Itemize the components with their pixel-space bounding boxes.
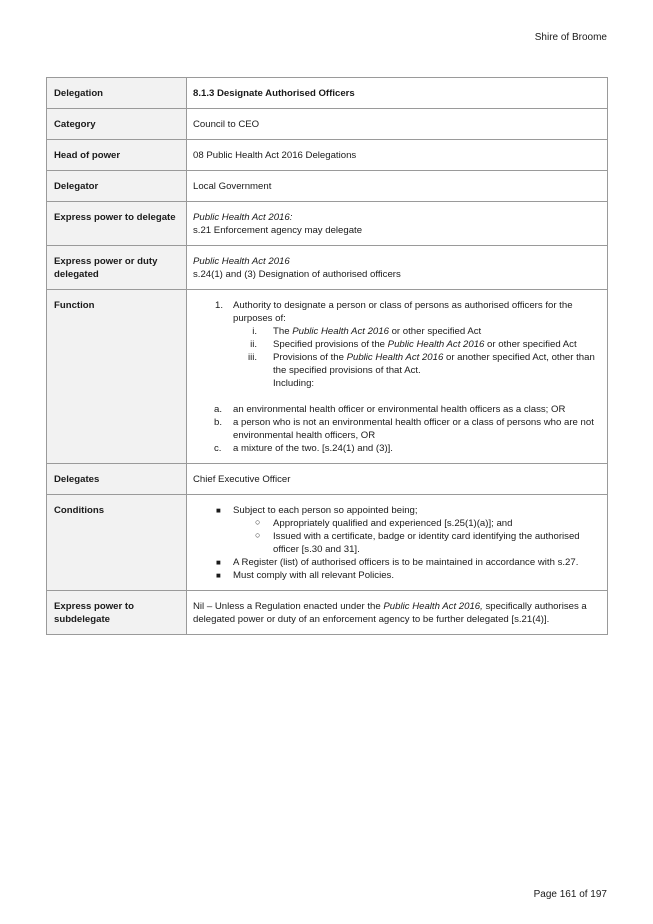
row-function (47, 290, 608, 464)
text-post: specifically authorises a delegated power or duty of an enforcement agency to be further delegated [s.21(4)]. (193, 601, 587, 625)
list-text: a mixture of the two. [s.24(1) and (3)]. (233, 443, 393, 454)
text-pre: Nil – Unless a Regulation enacted under the (193, 601, 384, 612)
function-alpha-item (193, 416, 601, 442)
list-text-post: or another specified Act, other than the specified provisions of that Act. (273, 352, 595, 376)
list-text: a person who is not an environmental health officer or a class of persons who are not environmental health officers, OR (233, 417, 594, 441)
value-delegation: 8.1.3 Designate Authorised Officers (187, 78, 608, 109)
value-express-power-to-delegate (187, 202, 608, 246)
label-delegation: Delegation (47, 78, 187, 109)
page-number: Page 161 of 197 (533, 889, 607, 900)
circle-bullet-icon: ○ (255, 530, 261, 540)
list-text-act: Public Health Act 2016 (346, 352, 444, 363)
row-express-power-or-duty-delegated (47, 246, 608, 290)
header-organisation: Shire of Broome (534, 32, 607, 43)
label-conditions: Conditions (47, 495, 187, 591)
act-name: Public Health Act 2016: (193, 212, 293, 223)
list-number: 1. (215, 300, 224, 311)
function-alpha-item (193, 403, 601, 416)
delegation-table (46, 77, 608, 635)
value-head-of-power: 08 Public Health Act 2016 Delegations (187, 140, 608, 171)
list-letter: c. (214, 443, 222, 454)
condition-bullet (193, 556, 601, 569)
row-delegation (47, 78, 608, 109)
function-alpha-item (193, 442, 601, 455)
list-text: an environmental health officer or environmental health officers as a class; OR (233, 404, 566, 415)
bullet-text: Subject to each person so appointed being; (233, 505, 418, 516)
condition-bullet (193, 569, 601, 582)
label-express-power-to-delegate: Express power to delegate (47, 202, 187, 246)
including-label: Including: (273, 378, 315, 389)
condition-subbullet (193, 530, 601, 556)
list-text-post: or other specified Act (484, 339, 577, 350)
row-delegates (47, 464, 608, 495)
list-text-post: or other specified Act (388, 326, 482, 337)
value-delegator: Local Government (187, 171, 608, 202)
label-head-of-power: Head of power (47, 140, 187, 171)
row-category (47, 109, 608, 140)
list-number: iii. (247, 352, 257, 363)
list-text-act: Public Health Act 2016 (387, 339, 485, 350)
row-head-of-power (47, 140, 608, 171)
list-text: Authority to designate a person or class of persons as authorised officers for the purposes of: (233, 300, 573, 324)
row-express-power-to-subdelegate (47, 591, 608, 635)
list-letter: b. (214, 417, 223, 428)
bullet-text: A Register (list) of authorised officers is to be maintained in accordance with s.27. (233, 557, 579, 568)
square-bullet-icon: ■ (216, 571, 221, 580)
section-reference: s.21 Enforcement agency may delegate (193, 225, 363, 236)
function-subitem (193, 338, 601, 351)
value-function (187, 290, 608, 464)
bullet-text: Must comply with all relevant Policies. (233, 570, 395, 581)
circle-bullet-icon: ○ (255, 517, 261, 527)
label-express-power-to-subdelegate: Express power to subdelegate (47, 591, 187, 635)
text-act: Public Health Act 2016, (383, 601, 483, 612)
list-text-pre: The (273, 326, 293, 337)
function-subitem (193, 351, 601, 377)
list-number: ii. (250, 339, 257, 350)
value-category: Council to CEO (187, 109, 608, 140)
list-letter: a. (214, 404, 223, 415)
square-bullet-icon: ■ (216, 558, 221, 567)
row-delegator (47, 171, 608, 202)
label-delegates: Delegates (47, 464, 187, 495)
label-express-power-or-duty-delegated: Express power or duty delegated (47, 246, 187, 290)
list-text-pre: Specified provisions of the (273, 339, 388, 350)
list-number: i. (252, 326, 257, 337)
row-express-power-to-delegate (47, 202, 608, 246)
label-category: Category (47, 109, 187, 140)
function-item-1 (193, 299, 601, 325)
square-bullet-icon: ■ (216, 506, 221, 515)
label-function: Function (47, 290, 187, 464)
label-delegator: Delegator (47, 171, 187, 202)
row-conditions (47, 495, 608, 591)
value-conditions (187, 495, 608, 591)
act-name: Public Health Act 2016 (193, 256, 290, 267)
value-delegates: Chief Executive Officer (187, 464, 608, 495)
value-express-power-or-duty-delegated (187, 246, 608, 290)
function-subitem (193, 325, 601, 338)
value-express-power-to-subdelegate (187, 591, 608, 635)
list-text-act: Public Health Act 2016 (292, 326, 389, 337)
list-text-pre: Provisions of the (273, 352, 347, 363)
section-reference: s.24(1) and (3) Designation of authorised officers (193, 269, 401, 280)
bullet-text: Appropriately qualified and experienced [s.25(1)(a)]; and (273, 518, 513, 529)
bullet-text: Issued with a certificate, badge or identity card identifying the authorised officer [s.30 and 31]. (273, 531, 580, 555)
